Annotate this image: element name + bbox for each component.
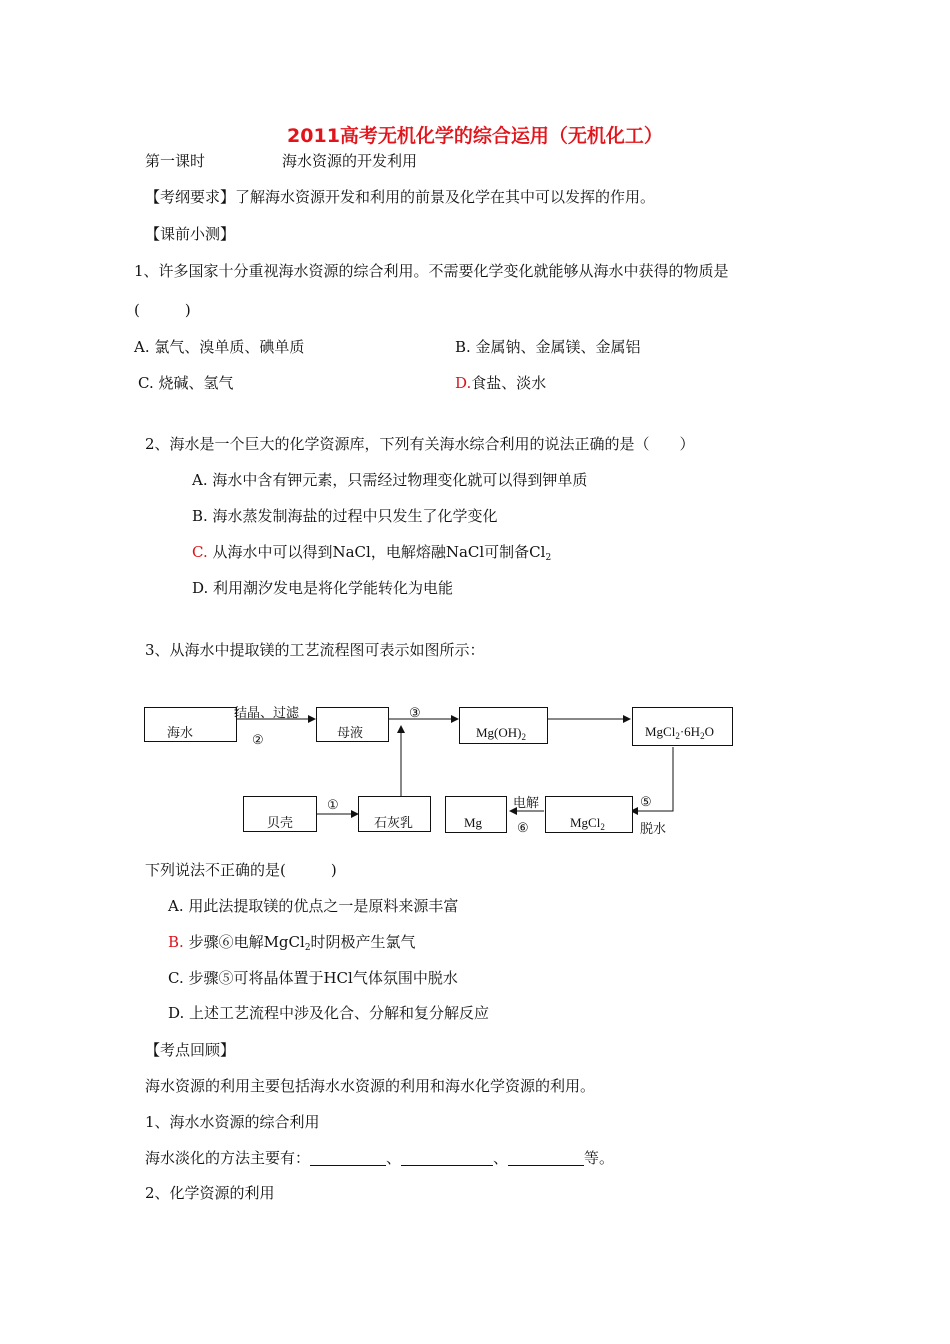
q1-paren: ( ) [134, 301, 191, 319]
label-step-6: ⑥ [517, 821, 529, 836]
desalination-line: 海水淡化的方法主要有： 、 、 等。 [145, 1149, 615, 1167]
box-lime-milk: 石灰乳 [358, 796, 431, 832]
q1-option-d: D.食盐、淡水 [455, 374, 547, 392]
review-item-1: 1、海水水资源的综合利用 [145, 1113, 320, 1131]
review-intro: 海水资源的利用主要包括海水水资源的利用和海水化学资源的利用。 [145, 1077, 596, 1095]
q3-option-b: B. 步骤⑥电解MgCl$_2$时阴极产生氯气 [168, 933, 416, 953]
q2-stem: 2、海水是一个巨大的化学资源库，下列有关海水综合利用的说法正确的是（ ） [145, 435, 695, 453]
syllabus-line [145, 187, 655, 207]
q3-option-d: D. 上述工艺流程中涉及化合、分解和复分解反应 [168, 1004, 490, 1022]
label-electrolysis: 电解 [513, 796, 540, 811]
review-item-2: 2、化学资源的利用 [145, 1184, 275, 1202]
q3-option-c: C. 步骤⑤可将晶体置于HCl气体氛围中脱水 [168, 969, 458, 987]
lesson-topic: 海水资源的开发利用 [282, 152, 418, 170]
q2-answer-mark: C. [192, 543, 208, 561]
q2-option-c: C. 从海水中可以得到NaCl，电解熔融NaCl可制备$Cl_2$ [192, 543, 552, 563]
box-mgcl2-hexahydrate: $MgCl_2\cdot 6H_2O$ [632, 707, 733, 746]
box-seawater: 海水 [144, 707, 237, 742]
q1-option-a: A. 氯气、溴单质、碘单质 [134, 338, 305, 356]
q2-option-b: B. 海水蒸发制海盐的过程中只发生了化学变化 [192, 507, 498, 525]
answer-blank-3[interactable] [508, 1149, 584, 1166]
arrow-hydrate-to-mgcl2 [631, 747, 673, 811]
box-mgoh2: $Mg(OH)_2$ [459, 707, 548, 744]
label-dehydrate: 脱水 [640, 822, 667, 837]
q1-option-b: B. 金属钠、金属镁、金属铝 [455, 338, 641, 356]
q1-option-c: C. 烧碱、氢气 [138, 374, 234, 392]
box-mgcl2: MgCl$_2$ [545, 796, 633, 833]
review-heading: 【考点回顾】 [145, 1041, 236, 1059]
lesson-number: 第一课时 [145, 152, 206, 170]
label-crystallize-filter: 结晶、过滤 [234, 706, 300, 721]
q3-stem: 3、从海水中提取镁的工艺流程图可表示如图所示： [145, 641, 485, 659]
q2-option-d: D. 利用潮汐发电是将化学能转化为电能 [192, 579, 454, 597]
box-mother-liquor: 母液 [316, 707, 389, 742]
box-mg: Mg [445, 796, 507, 833]
label-step-2: ② [252, 733, 264, 748]
syllabus-text: 了解海水资源开发和利用的前景及化学在其中可以发挥的作用。 [235, 188, 656, 206]
box-shell: 贝壳 [243, 796, 317, 832]
q1-answer-mark: D. [455, 374, 472, 392]
label-step-5: ⑤ [640, 795, 652, 810]
answer-blank-2[interactable] [401, 1149, 493, 1166]
q3-option-a: A. 用此法提取镁的优点之一是原料来源丰富 [168, 897, 459, 915]
syllabus-tag: 【考纲要求】 [145, 188, 236, 206]
label-step-1: ① [327, 798, 339, 813]
answer-blank-1[interactable] [310, 1149, 386, 1166]
q3-question: 下列说法不正确的是( ) [145, 861, 337, 879]
label-step-3: ③ [409, 706, 421, 721]
document-title: 2011高考无机化学的综合运用（无机化工） [287, 125, 663, 147]
q3-answer-mark: B. [168, 933, 184, 951]
pretest-heading: 【课前小测】 [145, 225, 236, 243]
q2-option-a: A. 海水中含有钾元素，只需经过物理变化就可以得到钾单质 [192, 471, 588, 489]
q1-stem: 1、许多国家十分重视海水资源的综合利用。不需要化学变化就能够从海水中获得的物质是 [134, 262, 729, 280]
